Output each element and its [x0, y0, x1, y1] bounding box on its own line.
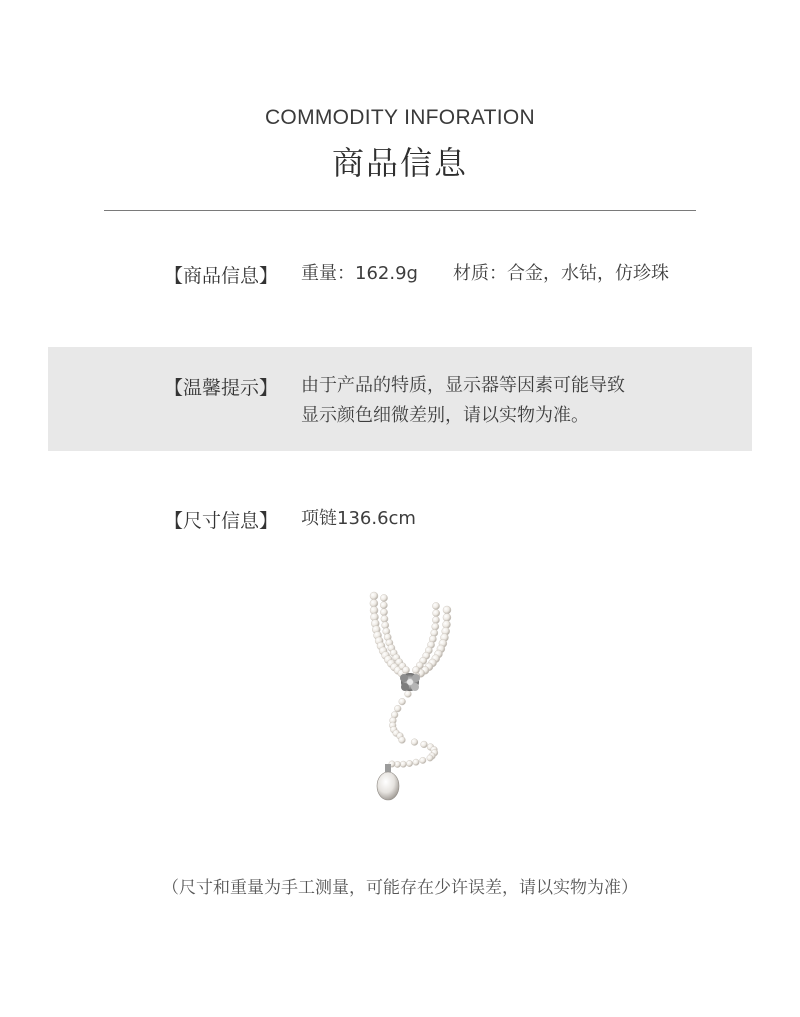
product-info-label: 【商品信息】	[164, 265, 279, 287]
pearl-bead	[420, 757, 426, 763]
tips-line-1: 由于产品的特质，显示器等因素可能导致	[301, 375, 625, 396]
pearl-bead	[380, 594, 387, 601]
product-material: 材质：合金，水钻，仿珍珠	[453, 263, 669, 284]
pearl-bead	[394, 705, 401, 712]
pearl-bead	[380, 609, 387, 616]
pearl-bead	[413, 759, 419, 765]
pearl-bead	[443, 613, 451, 621]
page-title: 商品信息	[331, 144, 468, 182]
pearl-bead	[406, 760, 412, 766]
tips-label: 【温馨提示】	[164, 377, 279, 399]
pearl-bead	[421, 741, 428, 748]
footnote: （尺寸和重量为手工测量，可能存在少许误差，请以实物为准）	[162, 878, 638, 898]
pearl-bead	[380, 602, 387, 609]
pearl-bead	[381, 615, 388, 622]
pearl-bead	[370, 592, 378, 600]
pearl-bead	[443, 606, 451, 614]
pearl-bead	[427, 755, 433, 761]
product-weight: 重量：162.9g	[301, 263, 418, 284]
pearl-bead	[400, 761, 406, 767]
flower-clasp	[400, 673, 420, 691]
pearl-bead	[405, 691, 412, 698]
pearl-bead	[402, 666, 409, 673]
pearl-bead	[412, 666, 419, 673]
pearl-bead	[432, 616, 439, 623]
size-label: 【尺寸信息】	[164, 510, 279, 532]
pearl-bead	[370, 599, 378, 607]
tips-line-2: 显示颜色细微差别，请以实物为准。	[301, 405, 589, 426]
pearl-bead	[432, 602, 439, 609]
pearl-drop	[377, 764, 399, 800]
title-divider	[104, 210, 696, 211]
title-english: COMMODITY INFORATION	[264, 106, 536, 129]
pearl-bead	[411, 739, 418, 746]
size-value: 项链136.6cm	[301, 508, 416, 529]
pearl-bead	[433, 610, 440, 617]
pearl-bead	[432, 623, 439, 630]
pearl-bead	[399, 737, 406, 744]
pearl-bead	[399, 698, 406, 705]
pearl-necklace-image	[348, 586, 468, 806]
